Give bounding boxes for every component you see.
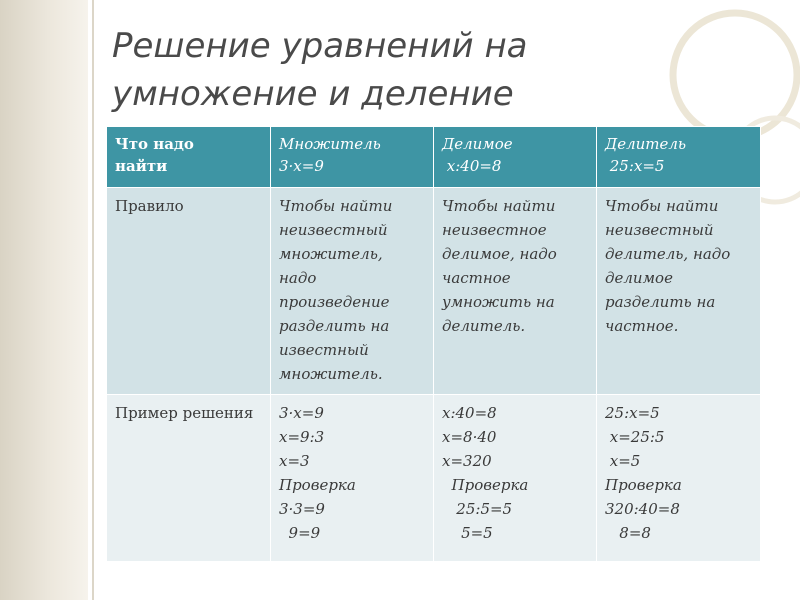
cell-rule-dividend <box>434 188 597 395</box>
cell-line: 3·х=9 <box>279 404 324 422</box>
cell-line: делимое, надо <box>442 245 557 263</box>
cell-line: умножить на <box>442 293 555 311</box>
cell-line: делитель. <box>442 317 526 335</box>
left-divider-line <box>92 0 94 600</box>
cell-line: 5=5 <box>442 524 493 542</box>
cell-line: х:40=8 <box>442 404 497 422</box>
header-text: Множитель <box>279 135 381 153</box>
cell-line: частное. <box>605 317 679 335</box>
cell-line: частное <box>442 269 511 287</box>
cell-line: Чтобы найти <box>605 197 719 215</box>
cell-line: х=25:5 <box>605 428 665 446</box>
table-header-row <box>107 127 761 188</box>
left-decorative-bar <box>0 0 88 600</box>
cell-line: неизвестный <box>605 221 714 239</box>
cell-line: известный <box>279 341 369 359</box>
cell-rule-divisor <box>597 188 761 395</box>
cell-line: множитель, <box>279 245 383 263</box>
cell-line: множитель. <box>279 365 383 383</box>
cell-line: делимое <box>605 269 673 287</box>
header-text: Делитель <box>605 135 687 153</box>
cell-line: х=9:3 <box>279 428 325 446</box>
slide-title <box>112 22 752 118</box>
cell-line: х=320 <box>442 452 492 470</box>
header-text: х:40=8 <box>442 157 502 175</box>
header-text: 3·х=9 <box>279 157 324 175</box>
header-text: Что надо <box>115 135 194 153</box>
cell-line: произведение <box>279 293 390 311</box>
cell-line: х=3 <box>279 452 310 470</box>
cell-example-multiplier <box>271 395 434 562</box>
cell-line: Чтобы найти <box>442 197 556 215</box>
equations-table <box>106 126 761 562</box>
row-header-rule: Правило <box>107 188 271 395</box>
cell-line: неизвестное <box>442 221 547 239</box>
cell-line: х=8·40 <box>442 428 497 446</box>
cell-line: 320:40=8 <box>605 500 680 518</box>
cell-line: делитель, надо <box>605 245 731 263</box>
header-text: найти <box>115 157 168 175</box>
cell-line: разделить на <box>279 317 390 335</box>
slide-title-line-1: Решение уравнений на <box>112 26 528 66</box>
cell-line: Проверка <box>279 476 356 494</box>
cell-line: 25:5=5 <box>442 500 513 518</box>
header-text: Делимое <box>442 135 513 153</box>
row-header-example: Пример решения <box>107 395 271 562</box>
cell-line: надо <box>279 269 317 287</box>
cell-line: 25:х=5 <box>605 404 660 422</box>
header-dividend <box>434 127 597 188</box>
cell-line: Чтобы найти <box>279 197 393 215</box>
cell-line: Проверка <box>605 476 682 494</box>
table-row-rule <box>107 188 761 395</box>
table-row-example <box>107 395 761 562</box>
cell-line: 8=8 <box>605 524 651 542</box>
header-text: 25:х=5 <box>605 157 665 175</box>
cell-rule-multiplier <box>271 188 434 395</box>
cell-line: неизвестный <box>279 221 388 239</box>
cell-example-divisor <box>597 395 761 562</box>
cell-example-dividend <box>434 395 597 562</box>
cell-line: 9=9 <box>279 524 321 542</box>
cell-line: разделить на <box>605 293 716 311</box>
cell-line: Проверка <box>442 476 529 494</box>
cell-line: х=5 <box>605 452 641 470</box>
cell-line: 3·3=9 <box>279 500 325 518</box>
header-divisor <box>597 127 761 188</box>
header-what-to-find <box>107 127 271 188</box>
slide-title-line-2: умножение и деление <box>112 74 514 114</box>
header-multiplier <box>271 127 434 188</box>
